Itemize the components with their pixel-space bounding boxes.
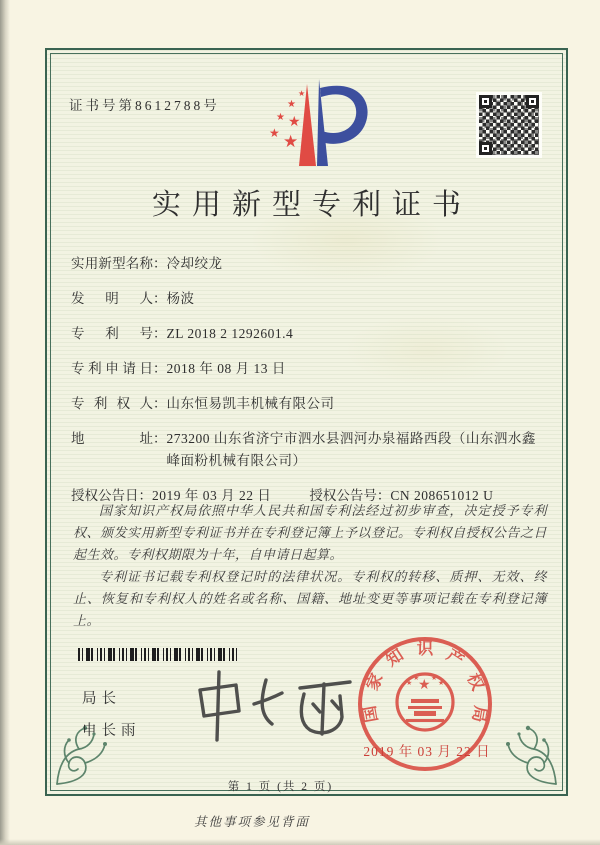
field-colon [153,288,167,310]
seal-date: 2019 年 03 月 22 日 [363,744,491,759]
seal-char: 产 [443,645,467,670]
certificate-title: 实用新型专利证书 [151,189,473,221]
cnipa-logo-icon [257,74,375,180]
svg-text:★: ★ [288,114,301,130]
certificate-frame [45,48,568,796]
field-colon [153,393,167,415]
legal-paragraph: 专利证书记载专利权登记时的法律状况。专利权的转移、质押、无效、终止、恢复和专利权人的姓名或名称、国籍、地址变更等事项记载在专利登记簿上。 [73,569,547,628]
field-label: 地址 [71,431,153,446]
field-label: 实用新型名称 [71,256,153,271]
field-value: 2018 年 08 月 13 日 [166,361,286,376]
field-label: 专利权人 [71,396,153,411]
seal-char: 识 [416,640,434,658]
svg-text:★: ★ [413,674,420,682]
field-row-filing-date [71,358,549,380]
field-label: 发明人 [71,291,153,306]
qr-code-modules [479,95,539,155]
field-list [71,253,549,506]
field-colon [153,253,167,275]
seal-char: 权 [463,670,487,693]
field-value: 山东恒易凯丰机械有限公司 [166,396,335,411]
handwritten-signature-icon [182,666,367,751]
back-note: 其他事项参见背面 [193,815,310,829]
scan-edge-shadow [0,0,10,845]
grant-date-value: 2019 年 03 月 22 日 [152,487,272,503]
field-value: ZL 2018 2 1292601.4 [166,326,294,341]
grant-number-label: 授权公告号 ： [309,485,390,507]
field-value: 冷却绞龙 [166,256,223,271]
svg-text:★: ★ [287,99,296,110]
field-row-name [71,253,549,275]
svg-text:★: ★ [298,89,306,98]
director-name-label: 申长雨 [82,723,141,739]
svg-text:★: ★ [276,112,285,123]
qr-finder-icon [526,95,539,108]
field-value: 273200 山东省济宁市泗水县泗河办泉福路西段（山东泗水鑫峰面粉机械有限公司） [166,431,536,468]
field-row-inventor [71,288,549,310]
svg-text:★: ★ [283,132,299,152]
seal-char: 国 [360,703,382,724]
national-emblem-icon [394,669,456,735]
qr-code [476,92,542,158]
barcode [78,648,239,661]
field-row-address [71,428,549,471]
grant-date-label: 授权公告日 ： [71,485,152,507]
certificate-number: 证书号第8612788号 [69,98,220,113]
field-colon [153,428,167,450]
svg-text:★: ★ [269,126,280,140]
seal-char: 知 [383,645,407,670]
seal-char: 局 [468,703,490,724]
seal-char: 家 [363,670,387,693]
scan-edge-shadow-bottom [0,839,600,845]
grant-number-value: CN 208651012 U [390,487,494,503]
legal-paragraph: 国家知识产权局依照中华人民共和国专利法经过初步审查，决定授予专利权、颁发实用新型专利证书并在专利登记簿上予以登记。专利权自授权公告之日起生效。专利权期限为十年，自申请日起算。 [73,503,547,562]
field-label: 专利申请日 [71,361,153,376]
svg-text:★: ★ [418,677,431,693]
field-colon [153,323,167,345]
field-label: 专利号 [71,326,153,341]
field-row-patent-number [71,323,549,345]
qr-finder-icon [479,95,492,108]
svg-text:★: ★ [438,679,445,687]
field-value: 杨波 [166,291,195,306]
svg-text:★: ★ [406,679,413,687]
svg-text:★: ★ [431,674,438,682]
field-colon [153,358,167,380]
qr-finder-icon [479,142,492,155]
legal-text [73,500,547,632]
field-row-patentee [71,393,549,415]
page-number: 第 1 页 (共 2 页) [227,781,334,793]
director-title-label: 局长 [82,691,121,707]
